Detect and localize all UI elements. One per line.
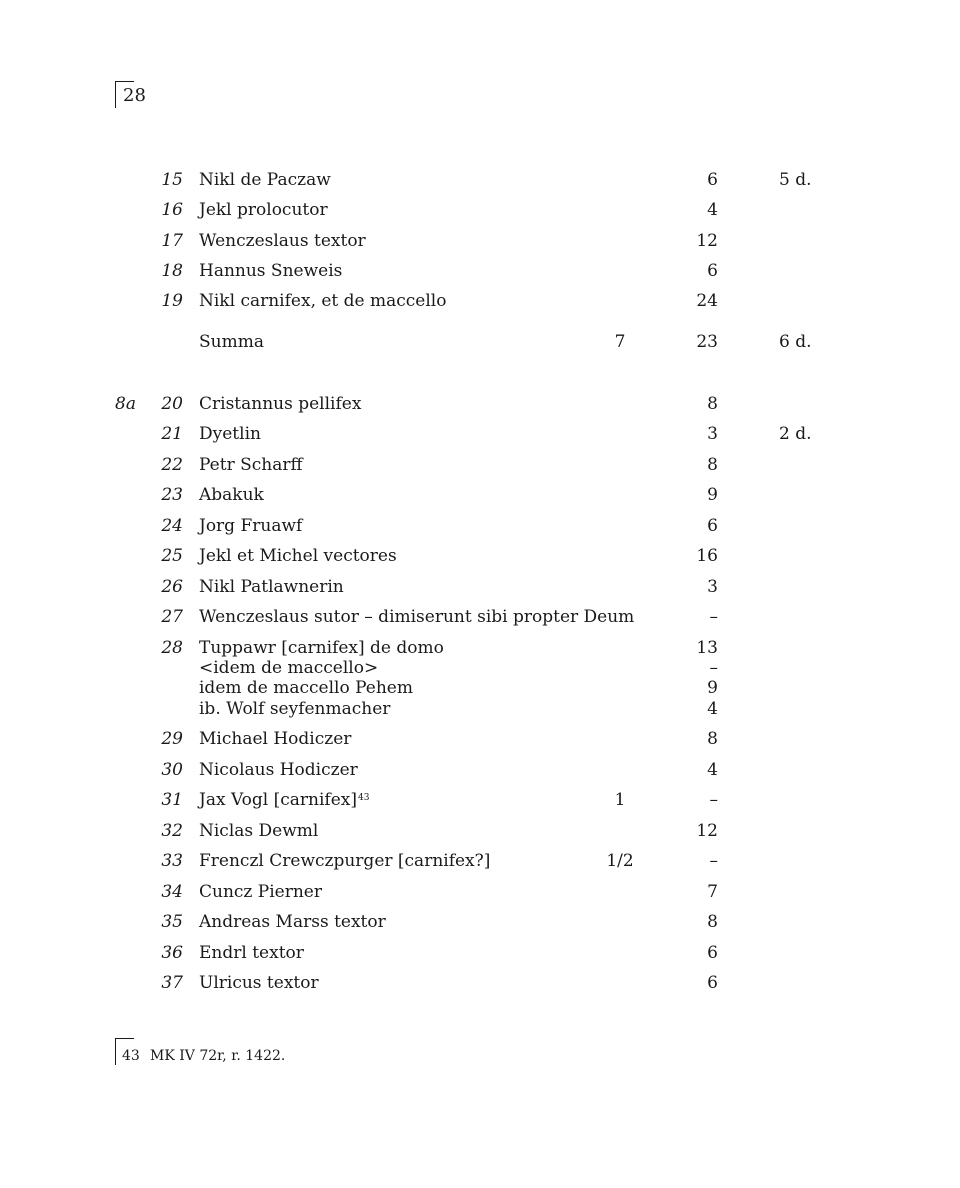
footnote xyxy=(115,1038,415,1066)
entry-number: 19 xyxy=(161,291,183,311)
entry-name: Nikl Patlawnerin xyxy=(199,577,344,597)
entry-number: 30 xyxy=(161,760,183,780)
table-row xyxy=(0,728,960,750)
table-row xyxy=(0,637,960,659)
entry-number: 20 xyxy=(161,394,183,414)
entry-number: 15 xyxy=(161,170,183,190)
amount-col-2: 3 xyxy=(707,577,718,597)
page-number: 28 xyxy=(123,85,146,106)
table-row xyxy=(0,331,960,353)
amount-col-2: – xyxy=(709,851,718,871)
table-row xyxy=(0,972,960,994)
entry-name: Andreas Marss textor xyxy=(199,912,386,932)
entry-number: 36 xyxy=(161,943,183,963)
table-row xyxy=(0,290,960,312)
entry-number: 24 xyxy=(161,516,183,536)
footnote-reference: 43 xyxy=(358,793,370,803)
amount-col-2: 4 xyxy=(707,699,718,719)
entry-name: Nicolaus Hodiczer xyxy=(199,760,358,780)
entry-number: 21 xyxy=(161,424,183,444)
amount-col-2: 12 xyxy=(696,231,718,251)
footnote-text: MK IV 72r, r. 1422. xyxy=(150,1048,286,1064)
entry-number: 29 xyxy=(161,729,183,749)
entry-number: 31 xyxy=(161,790,183,810)
amount-col-2: 8 xyxy=(707,394,718,414)
table-row xyxy=(0,260,960,282)
table-row xyxy=(0,759,960,781)
table-row xyxy=(0,911,960,933)
entry-name: Summa xyxy=(199,332,264,352)
entry-name: Nikl carnifex, et de maccello xyxy=(199,291,447,311)
amount-col-2: 6 xyxy=(707,943,718,963)
entry-number: 35 xyxy=(161,912,183,932)
table-row xyxy=(0,423,960,445)
folio-mark: 8a xyxy=(115,394,136,414)
entry-name: Tuppawr [carnifex] de domo xyxy=(199,638,444,658)
amount-col-2: – xyxy=(709,790,718,810)
entry-number: 28 xyxy=(161,638,183,658)
entry-number: 32 xyxy=(161,821,183,841)
amount-col-2: 23 xyxy=(696,332,718,352)
table-row xyxy=(0,484,960,506)
amount-col-2: 8 xyxy=(707,455,718,475)
footnote-number: 43 xyxy=(122,1048,140,1064)
entry-number: 37 xyxy=(161,973,183,993)
amount-col-2: 6 xyxy=(707,516,718,536)
table-row xyxy=(0,677,960,699)
amount-col-2: 16 xyxy=(696,546,718,566)
table-row xyxy=(0,169,960,191)
entry-number: 34 xyxy=(161,882,183,902)
table-row xyxy=(0,576,960,598)
entry-number: 33 xyxy=(161,851,183,871)
table-row xyxy=(0,230,960,252)
table-row xyxy=(0,199,960,221)
amount-col-2: 9 xyxy=(707,485,718,505)
entry-number: 17 xyxy=(161,231,183,251)
entry-name: Ulricus textor xyxy=(199,973,319,993)
table-row xyxy=(0,454,960,476)
entry-number: 22 xyxy=(161,455,183,475)
entry-name: idem de maccello Pehem xyxy=(199,678,413,698)
entry-name: Endrl textor xyxy=(199,943,304,963)
entry-name: Abakuk xyxy=(199,485,264,505)
amount-col-3: 5 d. xyxy=(779,170,812,190)
amount-col-2: 24 xyxy=(696,291,718,311)
entry-name: Jax Vogl [carnifex]$^{43}$ xyxy=(199,790,370,810)
amount-col-1: 7 xyxy=(614,332,626,352)
amount-col-2: – xyxy=(709,658,718,678)
amount-col-2: 3 xyxy=(707,424,718,444)
entry-name: Hannus Sneweis xyxy=(199,261,343,281)
table-row xyxy=(0,393,960,415)
entry-name: Cristannus pellifex xyxy=(199,394,362,414)
entry-number: 26 xyxy=(161,577,183,597)
entry-name: Wenczeslaus textor xyxy=(199,231,366,251)
table-row xyxy=(0,850,960,872)
amount-col-2: – xyxy=(709,607,718,627)
table-row xyxy=(0,698,960,720)
entry-name: Jorg Fruawf xyxy=(199,516,303,536)
amount-col-2: 8 xyxy=(707,912,718,932)
amount-col-3: 2 d. xyxy=(779,424,812,444)
amount-col-2: 6 xyxy=(707,973,718,993)
amount-col-2: 6 xyxy=(707,170,718,190)
entry-name: Nikl de Paczaw xyxy=(199,170,331,190)
entry-name: Frenczl Crewczpurger [carnifex?] xyxy=(199,851,491,871)
entry-name: Michael Hodiczer xyxy=(199,729,352,749)
amount-col-1: 1 xyxy=(614,790,626,810)
page-number-block xyxy=(115,81,155,109)
table-row xyxy=(0,942,960,964)
entry-name: Petr Scharff xyxy=(199,455,303,475)
table-row xyxy=(0,515,960,537)
entry-number: 27 xyxy=(161,607,183,627)
amount-col-2: 13 xyxy=(696,638,718,658)
amount-col-2: 9 xyxy=(707,678,718,698)
entry-name: Cuncz Pierner xyxy=(199,882,322,902)
entry-name: Niclas Dewml xyxy=(199,821,319,841)
table-row xyxy=(0,545,960,567)
amount-col-3: 6 d. xyxy=(779,332,812,352)
table-row xyxy=(0,657,960,679)
amount-col-2: 6 xyxy=(707,261,718,281)
entry-number: 16 xyxy=(161,200,183,220)
amount-col-2: 4 xyxy=(707,760,718,780)
entry-name: Jekl prolocutor xyxy=(199,200,328,220)
amount-col-2: 8 xyxy=(707,729,718,749)
entry-number: 18 xyxy=(161,261,183,281)
amount-col-2: 7 xyxy=(707,882,718,902)
entry-name: Wenczeslaus sutor – dimiserunt sibi propter Deum xyxy=(199,607,635,627)
entry-number: 23 xyxy=(161,485,183,505)
entry-name: <idem de maccello> xyxy=(199,658,379,678)
entry-name: ib. Wolf seyfenmacher xyxy=(199,699,391,719)
amount-col-1: 1/2 xyxy=(606,851,634,871)
table-row xyxy=(0,881,960,903)
entry-number: 25 xyxy=(161,546,183,566)
amount-col-2: 4 xyxy=(707,200,718,220)
amount-col-2: 12 xyxy=(696,821,718,841)
table-row xyxy=(0,606,960,628)
entry-name: Dyetlin xyxy=(199,424,261,444)
entry-name: Jekl et Michel vectores xyxy=(199,546,397,566)
table-row xyxy=(0,820,960,842)
table-row xyxy=(0,789,960,811)
